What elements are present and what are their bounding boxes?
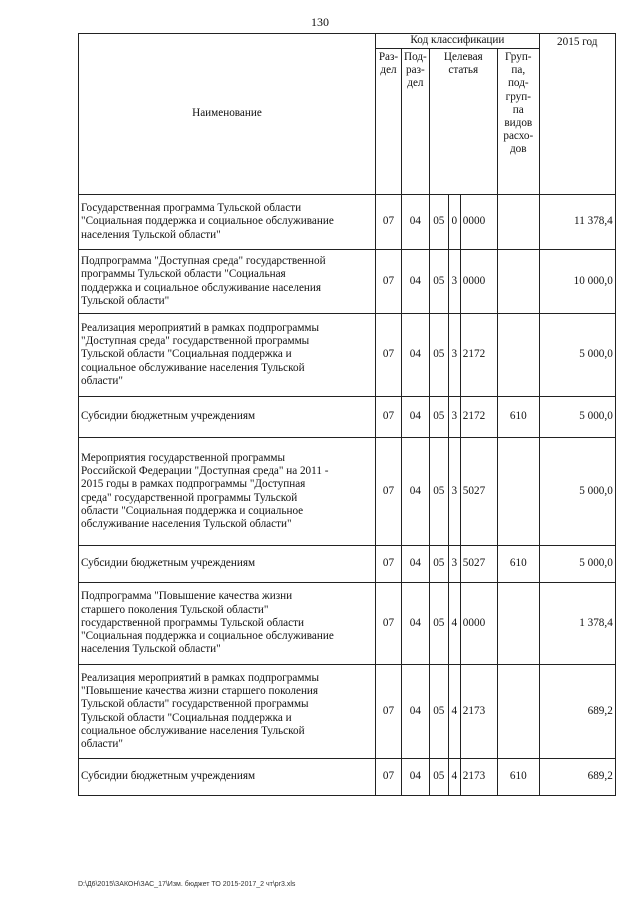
row-target-direction: 0000: [460, 250, 497, 314]
header-classification: Код классификации: [376, 34, 540, 49]
row-target-direction: 2173: [460, 759, 497, 796]
row-subsection: 04: [402, 665, 430, 759]
row-name: Субсидии бюджетным учреждениям: [79, 397, 376, 438]
row-name: Подпрограмма "Повышение качества жизни старшего поколения Тульской области" государственной программы Тульской области "Социальная поддержка и социальное обслуживание населения Тульской области": [79, 583, 376, 665]
row-amount: 689,2: [539, 759, 615, 796]
table-row: [79, 195, 616, 250]
budget-table: [78, 33, 616, 796]
table-row: [79, 546, 616, 583]
row-target-direction: 5027: [460, 438, 497, 546]
row-subsection: 04: [402, 438, 430, 546]
header-target-article: Целевая статья: [429, 49, 497, 195]
row-name: Подпрограмма "Доступная среда" государственной программы Тульской области "Социальная поддержка и социальное обслуживание населения Тульской области": [79, 250, 376, 314]
row-target-subprogram: 3: [448, 397, 460, 438]
row-target-direction: 2172: [460, 397, 497, 438]
row-name: Государственная программа Тульской области "Социальная поддержка и социальное обслуживание населения Тульской области": [79, 195, 376, 250]
row-target-program: 05: [429, 759, 448, 796]
row-name: Субсидии бюджетным учреждениям: [79, 546, 376, 583]
header-section: Раз- дел: [376, 49, 402, 195]
row-expense-type: 610: [497, 759, 539, 796]
row-subsection: 04: [402, 546, 430, 583]
row-name: Мероприятия государственной программы Российской Федерации "Доступная среда" на 2011 - 2015 годы в рамках подпрограммы "Доступная среда" государственной программы Тульской области "Социальная поддержка и социальное обслуживание населения Тульской области": [79, 438, 376, 546]
table-row: [79, 438, 616, 546]
row-amount: 10 000,0: [539, 250, 615, 314]
row-target-program: 05: [429, 546, 448, 583]
row-target-program: 05: [429, 314, 448, 397]
row-amount: 5 000,0: [539, 397, 615, 438]
row-subsection: 04: [402, 314, 430, 397]
row-expense-type: [497, 250, 539, 314]
row-section: 07: [376, 314, 402, 397]
row-expense-type: [497, 583, 539, 665]
row-target-program: 05: [429, 665, 448, 759]
row-amount: 5 000,0: [539, 546, 615, 583]
table-row: [79, 665, 616, 759]
row-target-subprogram: 4: [448, 583, 460, 665]
row-target-direction: 0000: [460, 583, 497, 665]
table-row: [79, 397, 616, 438]
row-name: Реализация мероприятий в рамках подпрограммы "Доступная среда" государственной программы Тульской области "Социальная поддержка и социальное обслуживание населения Тульской области": [79, 314, 376, 397]
row-target-program: 05: [429, 397, 448, 438]
row-expense-type: 610: [497, 546, 539, 583]
row-target-direction: 5027: [460, 546, 497, 583]
table-row: [79, 583, 616, 665]
table-row: [79, 250, 616, 314]
row-name: Реализация мероприятий в рамках подпрограммы "Повышение качества жизни старшего поколения Тульской области" государственной программы Тульской области "Социальная поддержка и социальное обслуживание населения Тульской области": [79, 665, 376, 759]
row-subsection: 04: [402, 250, 430, 314]
row-section: 07: [376, 438, 402, 546]
table-row: [79, 759, 616, 796]
row-target-subprogram: 3: [448, 438, 460, 546]
row-expense-type: 610: [497, 397, 539, 438]
row-section: 07: [376, 397, 402, 438]
row-amount: 11 378,4: [539, 195, 615, 250]
row-target-program: 05: [429, 438, 448, 546]
row-target-direction: 2172: [460, 314, 497, 397]
row-section: 07: [376, 250, 402, 314]
row-target-subprogram: 4: [448, 759, 460, 796]
row-expense-type: [497, 438, 539, 546]
row-target-subprogram: 3: [448, 314, 460, 397]
row-name: Субсидии бюджетным учреждениям: [79, 759, 376, 796]
row-subsection: 04: [402, 583, 430, 665]
row-amount: 5 000,0: [539, 438, 615, 546]
header-name: Наименование: [79, 34, 376, 195]
row-section: 07: [376, 665, 402, 759]
row-section: 07: [376, 759, 402, 796]
row-target-subprogram: 3: [448, 250, 460, 314]
row-expense-type: [497, 195, 539, 250]
row-section: 07: [376, 195, 402, 250]
row-amount: 1 378,4: [539, 583, 615, 665]
row-target-program: 05: [429, 250, 448, 314]
header-year: 2015 год: [539, 34, 615, 195]
page-number: 130: [311, 15, 329, 29]
row-target-subprogram: 4: [448, 665, 460, 759]
row-section: 07: [376, 583, 402, 665]
row-amount: 689,2: [539, 665, 615, 759]
row-expense-type: [497, 314, 539, 397]
row-target-direction: 0000: [460, 195, 497, 250]
row-target-direction: 2173: [460, 665, 497, 759]
row-subsection: 04: [402, 397, 430, 438]
row-expense-type: [497, 665, 539, 759]
row-target-program: 05: [429, 195, 448, 250]
row-subsection: 04: [402, 759, 430, 796]
row-target-subprogram: 3: [448, 546, 460, 583]
row-section: 07: [376, 546, 402, 583]
row-target-subprogram: 0: [448, 195, 460, 250]
row-target-program: 05: [429, 583, 448, 665]
row-amount: 5 000,0: [539, 314, 615, 397]
header-expense-group: Груп- па, под- груп- па видов расхо- дов: [497, 49, 539, 195]
row-subsection: 04: [402, 195, 430, 250]
table-row: [79, 314, 616, 397]
header-subsection: Под- раз- дел: [402, 49, 430, 195]
file-path-footer: D:\Д6\2015\ЗАКОН\ЗАС_17\Изм. бюджет ТО 2015-2017_2 чт\pr3.xls: [78, 881, 296, 888]
